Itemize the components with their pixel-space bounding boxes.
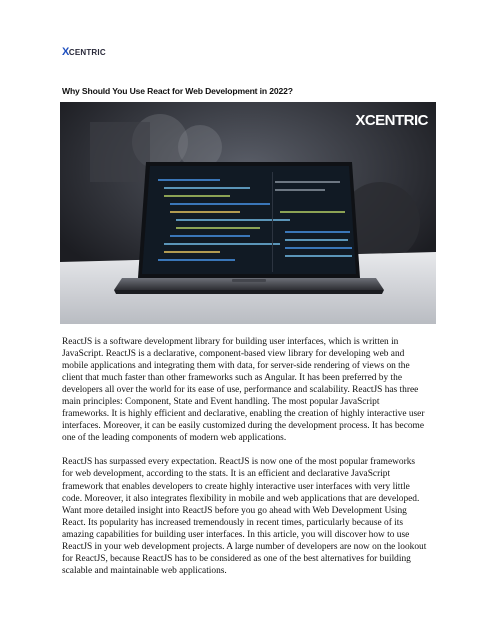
text-line: framework that enables developers to create highly interactive user interfaces with very little (62, 481, 410, 492)
text-line: mobile applications and integrating them with data, for server-side rendering of views on the (62, 361, 410, 372)
text-line: client that much faster than other frameworks such as Angular. It has been preferred by the (62, 373, 402, 384)
paragraph-2 (62, 456, 438, 576)
text-line: for web development, according to the stats. It is an efficient and declarative JavaScript (62, 469, 391, 480)
text-line: one of the leading components of modern web applications. (62, 433, 287, 444)
hero-brand-logo (355, 112, 428, 129)
laptop-illustration (60, 102, 436, 324)
text-line: ReactJS has surpassed every expectation. ReactJS is now one of the most popular frameworks (62, 457, 416, 468)
text-line: code. Moreover, it also integrates flexibility in mobile and web applications that are developed. (62, 493, 420, 504)
text-line: interfaces. Moreover, it can be easily customized during the development process. It has become (62, 421, 424, 432)
logo-text: CENTRIC (68, 47, 106, 57)
text-line: ReactJS in your web development projects. A large number of developers are now on the lookout (62, 541, 427, 552)
text-line: amazing capabilities for building user interfaces. In this article, you will discover how to use (62, 529, 410, 540)
text-line: React. Its popularity has increased tremendously in recent times, particularly because of its (62, 517, 404, 528)
article-title: Why Should You Use React for Web Development in 2022? (62, 86, 293, 96)
logo-mark: X (62, 46, 69, 58)
text-line: for ReactJS, because ReactJS has to be considered as one of the best alternatives for building (62, 553, 411, 564)
text-line: Want more detailed insight into ReactJS before you go ahead with Web Development Using (62, 505, 407, 516)
article-body (62, 336, 438, 589)
hero-image (60, 102, 436, 324)
text-line: frameworks. It is highly efficient and declarative, enabling the creation of highly interactive user (62, 409, 425, 420)
text-line: developers all over the world for its ease of use, performance and scalability. ReactJS has three (62, 385, 419, 396)
text-line: ReactJS is a software development library for building user interfaces, which is written in (62, 337, 399, 347)
text-line: JavaScript. ReactJS is a declarative, component-based view library for developing web and (62, 349, 405, 360)
text-line: main principles: Component, State and Event handling. The most popular JavaScript (62, 397, 380, 408)
paragraph-1 (62, 336, 438, 444)
brand-logo (62, 44, 106, 60)
hero-brand-text: XCENTRIC (355, 112, 428, 129)
text-line: scalable and maintainable web applications. (62, 565, 227, 576)
